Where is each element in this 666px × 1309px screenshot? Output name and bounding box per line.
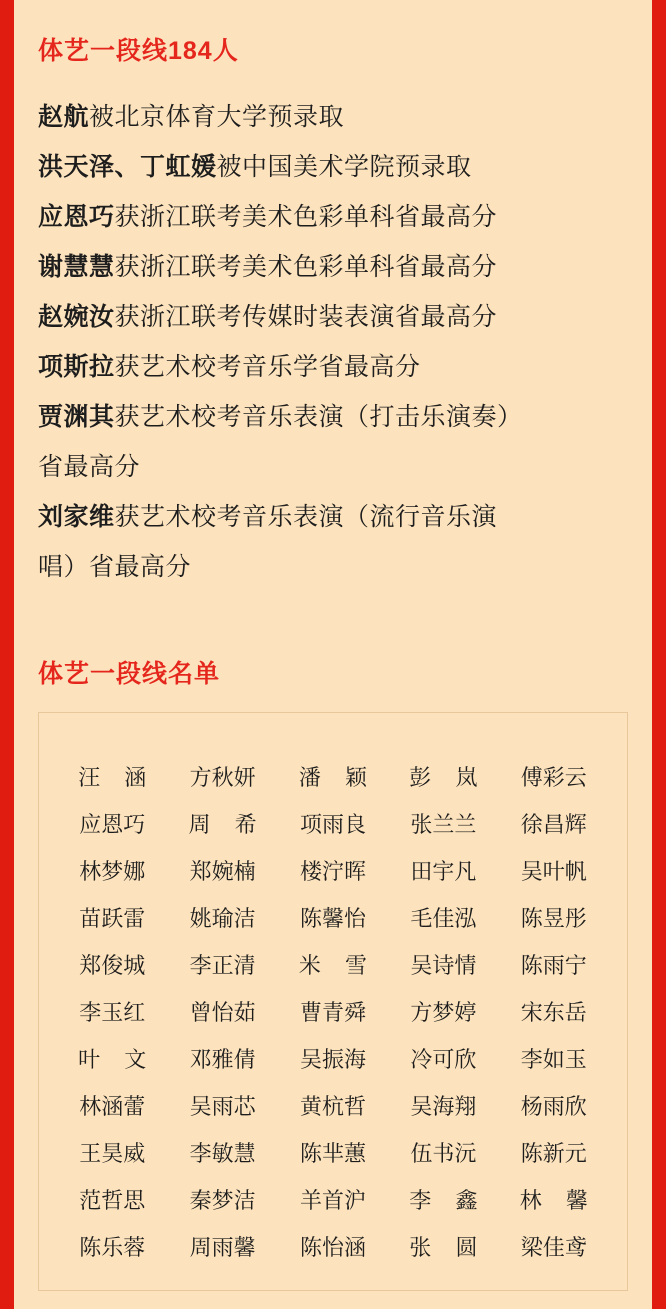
name-cell: 楼泞晖 <box>299 859 366 884</box>
name-cell: 曾怡茹 <box>189 1000 256 1025</box>
achievement-text: 获艺术校考音乐学省最高分 <box>114 353 421 381</box>
table-row <box>57 894 609 941</box>
name-cell: 吴雨芯 <box>189 1094 256 1119</box>
name-cell: 陈昱彤 <box>520 906 587 931</box>
student-name: 贾渊其 <box>38 403 115 431</box>
student-name: 项斯拉 <box>38 353 115 381</box>
name-cell: 李如玉 <box>520 1047 587 1072</box>
name-list-box <box>38 712 628 1291</box>
name-cell: 黄杭哲 <box>299 1094 366 1119</box>
achievement-text: 获浙江联考美术色彩单科省最高分 <box>114 203 498 231</box>
name-cell: 李鑫 <box>409 1188 478 1213</box>
name-cell: 周希 <box>188 812 257 837</box>
name-cell: 田宇凡 <box>410 859 477 884</box>
achievement-list <box>38 92 628 592</box>
name-cell: 林馨 <box>519 1188 588 1213</box>
name-cell: 吴振海 <box>299 1047 366 1072</box>
name-cell: 陈乐蓉 <box>79 1235 146 1260</box>
achievement-line <box>38 342 628 392</box>
name-cell: 汪涵 <box>78 765 147 790</box>
student-name: 应恩巧 <box>38 203 115 231</box>
name-cell: 陈雨宁 <box>520 953 587 978</box>
name-cell: 姚瑜洁 <box>189 906 256 931</box>
table-row <box>57 847 609 894</box>
name-cell: 伍书沅 <box>410 1141 477 1166</box>
table-row <box>57 1176 609 1223</box>
student-name: 刘家维 <box>38 503 115 531</box>
name-cell: 李正清 <box>189 953 256 978</box>
achievement-text: 唱）省最高分 <box>38 553 192 581</box>
achievement-text: 获艺术校考音乐表演（打击乐演奏） <box>114 403 523 431</box>
name-cell: 周雨馨 <box>189 1235 256 1260</box>
name-cell: 毛佳泓 <box>410 906 477 931</box>
table-row <box>57 988 609 1035</box>
name-cell: 曹青舜 <box>299 1000 366 1025</box>
achievement-line <box>38 492 628 542</box>
name-cell: 林涵蕾 <box>79 1094 146 1119</box>
name-cell: 秦梦洁 <box>189 1188 256 1213</box>
name-cell: 吴诗情 <box>410 953 477 978</box>
achievement-line <box>38 92 628 142</box>
achievement-line <box>38 142 628 192</box>
table-row <box>57 753 609 800</box>
name-cell: 方秋妍 <box>189 765 256 790</box>
name-cell: 陈怡涵 <box>299 1235 366 1260</box>
name-cell: 陈馨怡 <box>299 906 366 931</box>
name-cell: 叶文 <box>78 1047 147 1072</box>
content-card <box>14 0 652 1309</box>
name-cell: 范哲思 <box>79 1188 146 1213</box>
name-cell: 项雨良 <box>299 812 366 837</box>
name-cell: 陈新元 <box>520 1141 587 1166</box>
name-cell: 米雪 <box>298 953 368 978</box>
name-cell: 应恩巧 <box>79 812 146 837</box>
section-title-tiyi: 体艺一段线184人 <box>38 37 239 65</box>
achievement-text: 获浙江联考美术色彩单科省最高分 <box>114 253 498 281</box>
name-cell: 方梦婷 <box>410 1000 477 1025</box>
name-cell: 郑俊城 <box>79 953 146 978</box>
name-cell: 吴叶帆 <box>520 859 587 884</box>
table-row <box>57 1082 609 1129</box>
name-table <box>57 753 609 1270</box>
achievement-line-continued <box>38 442 628 492</box>
name-cell: 杨雨欣 <box>520 1094 587 1119</box>
name-cell: 彭岚 <box>409 765 478 790</box>
name-cell: 张圆 <box>409 1235 478 1260</box>
student-name: 赵航 <box>38 103 90 131</box>
name-cell: 王昊威 <box>79 1141 146 1166</box>
achievement-line-continued <box>38 542 628 592</box>
achievement-line <box>38 242 628 292</box>
name-table-body <box>57 753 609 1270</box>
achievement-text: 获艺术校考音乐表演（流行音乐演 <box>114 503 498 531</box>
achievement-line <box>38 192 628 242</box>
achievement-text: 获浙江联考传媒时装表演省最高分 <box>114 303 498 331</box>
table-row <box>57 800 609 847</box>
section-title-namelist: 体艺一段线名单 <box>38 660 221 688</box>
name-cell: 苗跃雷 <box>79 906 146 931</box>
table-row <box>57 1223 609 1270</box>
name-cell: 陈芈蕙 <box>299 1141 366 1166</box>
name-cell: 傅彩云 <box>520 765 587 790</box>
name-cell: 潘颖 <box>298 765 368 790</box>
student-name: 洪天泽、丁虹媛 <box>38 153 217 181</box>
name-cell: 冷可欣 <box>410 1047 477 1072</box>
achievement-text: 省最高分 <box>38 453 141 481</box>
name-cell: 吴海翔 <box>410 1094 477 1119</box>
name-cell: 郑婉楠 <box>189 859 256 884</box>
name-cell: 梁佳鸢 <box>520 1235 587 1260</box>
table-row <box>57 1129 609 1176</box>
achievement-line <box>38 392 628 442</box>
achievement-line <box>38 292 628 342</box>
name-cell: 张兰兰 <box>410 812 477 837</box>
section-spacer <box>38 592 628 654</box>
name-cell: 李敏慧 <box>189 1141 256 1166</box>
student-name: 赵婉汝 <box>38 303 115 331</box>
name-cell: 宋东岳 <box>520 1000 587 1025</box>
achievement-text: 被中国美术学院预录取 <box>216 153 472 181</box>
achievement-text: 被北京体育大学预录取 <box>89 103 345 131</box>
name-cell: 林梦娜 <box>79 859 146 884</box>
name-cell: 邓雅倩 <box>189 1047 256 1072</box>
student-name: 谢慧慧 <box>38 253 115 281</box>
table-row <box>57 941 609 988</box>
name-cell: 羊首沪 <box>299 1188 366 1213</box>
name-cell: 李玉红 <box>79 1000 146 1025</box>
table-row <box>57 1035 609 1082</box>
name-cell: 徐昌辉 <box>520 812 587 837</box>
